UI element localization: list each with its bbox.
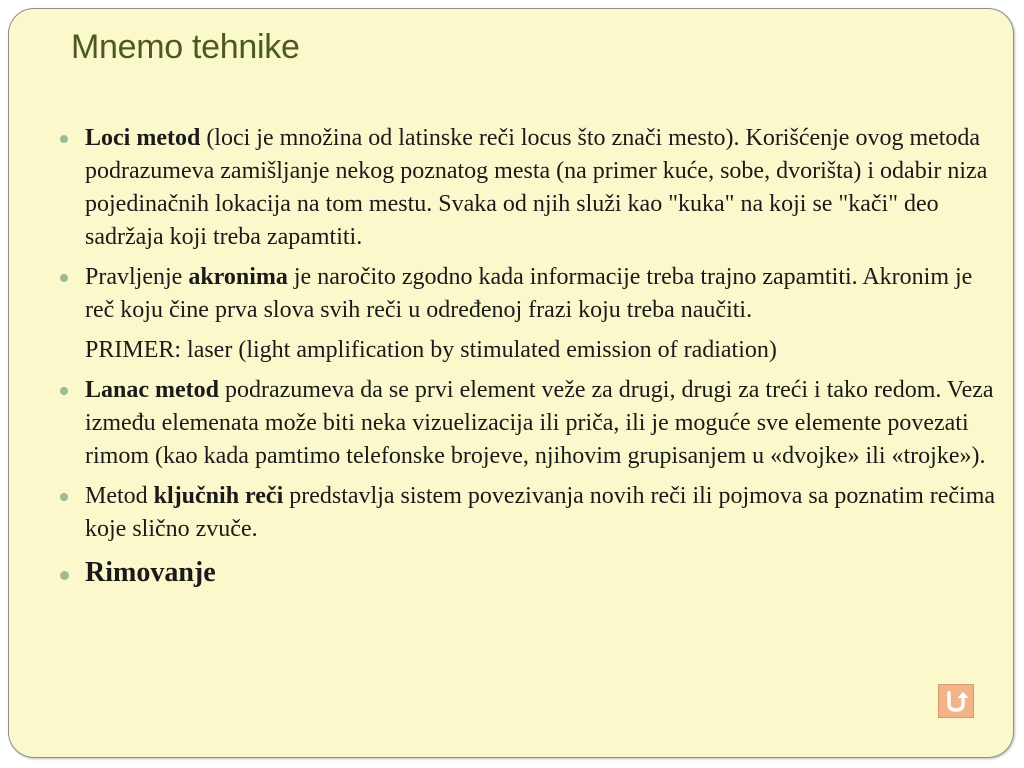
list-item-akronimi xyxy=(59,261,1003,327)
slide xyxy=(8,8,1014,758)
term-rimovanje: Rimovanje xyxy=(85,557,216,588)
term-kljucnih-reci: ključnih reči xyxy=(153,483,284,509)
return-button[interactable] xyxy=(938,684,974,718)
term-lanac-metod: Lanac metod xyxy=(85,377,219,403)
item-prefix: Pravljenje xyxy=(85,264,189,290)
example-text: PRIMER: laser (light amplification by stimulated emission of radiation) xyxy=(85,337,777,363)
return-arrow-icon xyxy=(943,689,969,713)
bullet-list xyxy=(59,122,1003,600)
item-text: (loci je množina od latinske reči locus što znači mesto). Korišćenje ovog metoda podrazumeva zamišljanje nekog poznatog mesta (na primer kuće, sobe, dvorišta) i odabir niza pojedinačnih lokacija na tom mestu. Svaka od njih služi kao "kuka" na koji se "kači" deo sadržaja koji treba zapamtiti. xyxy=(85,125,988,250)
list-item-kljucne-reci xyxy=(59,480,1003,546)
item-prefix: Metod xyxy=(85,483,154,509)
example-line xyxy=(59,334,1003,367)
item-text: predstavlja sistem povezivanja novih reči ili pojmova sa poznatim rečima koje slično zvuče. xyxy=(85,483,996,542)
slide-title: Mnemo tehnike xyxy=(71,28,300,66)
list-item-lanac xyxy=(59,374,1003,473)
list-item-loci xyxy=(59,122,1003,254)
item-text: podrazumeva da se prvi element veže za drugi, drugi za treći i tako redom. Veza između elemenata može biti neka vizuelizacija ili priča, ili je moguće sve elemente povezati rimom (kao kada pamtimo telefonske brojeve, njihovim grupisanjem u «dvojke» ili «trojke»). xyxy=(85,377,994,469)
list-item-rimovanje xyxy=(59,553,1003,593)
term-akronima: akronima xyxy=(188,264,288,290)
item-text: je naročito zgodno kada informacije treba trajno zapamtiti. Akronim je reč koju čine prva slova svih reči u određenoj frazi koju treba naučiti. xyxy=(85,264,973,323)
term-loci-metod: Loci metod xyxy=(85,125,201,151)
